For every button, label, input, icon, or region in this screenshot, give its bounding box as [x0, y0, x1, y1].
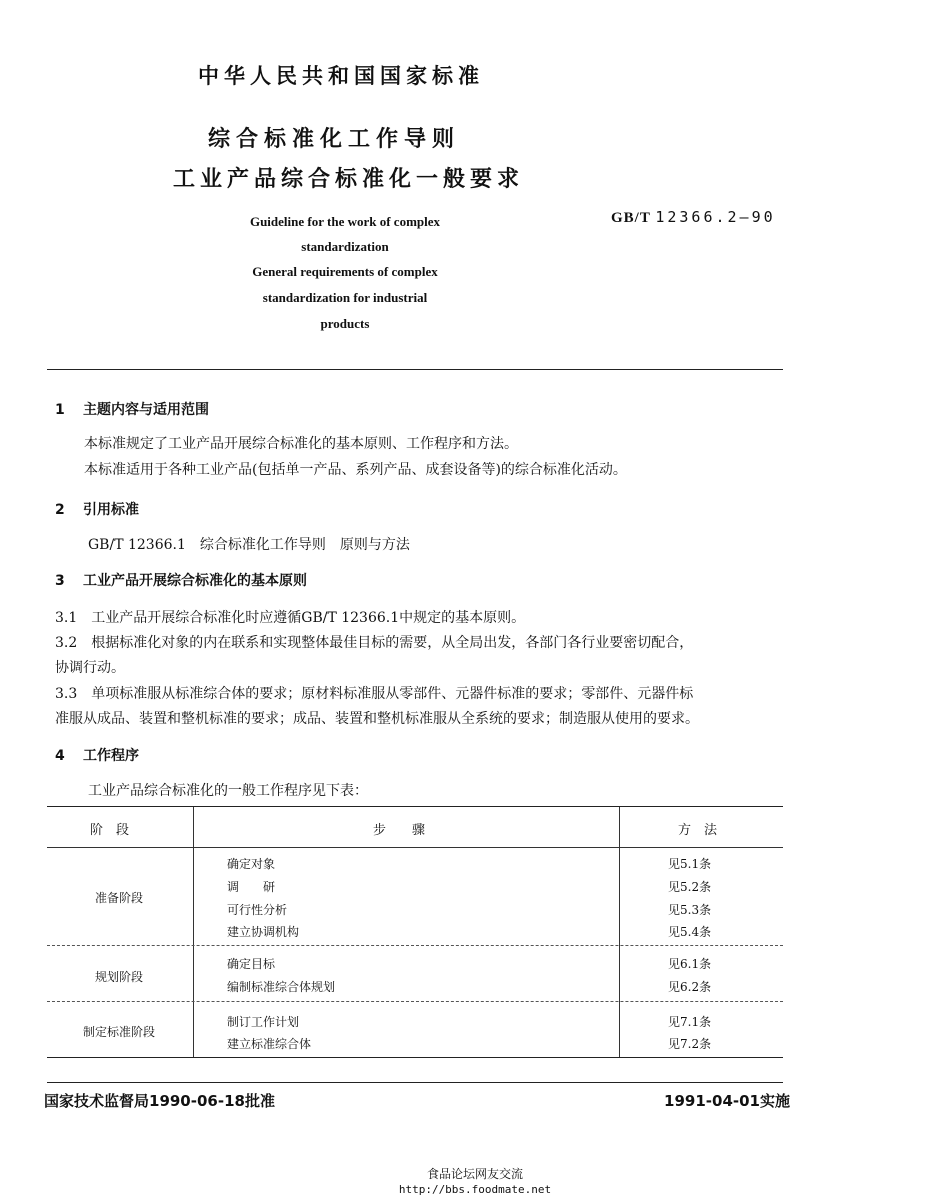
english-title-line: standardization	[301, 239, 389, 254]
document-title-line1: 综合标准化工作导则	[208, 127, 461, 152]
table-step-cell: 可行性分析	[227, 903, 288, 917]
section-title: 引用标准	[83, 502, 139, 518]
standard-number: 12366.2—90	[655, 208, 776, 226]
section-2-heading	[55, 499, 139, 519]
approval-date: 国家技术监督局1990-06-18批准	[44, 1092, 275, 1110]
section-4-heading	[55, 745, 139, 765]
effective-date: 1991-04-01实施	[664, 1092, 790, 1110]
table-header-steps: 步 骤	[373, 823, 426, 838]
referenced-standard: GB/T 12366.1 综合标准化工作导则 原则与方法	[88, 537, 410, 553]
english-title-line: Guideline for the work of complex	[249, 214, 441, 229]
clause-3-2-continuation: 协调行动。	[55, 660, 125, 676]
section-title: 工业产品开展综合标准化的基本原则	[83, 573, 307, 589]
table-step-cell: 建立标准综合体	[227, 1037, 312, 1051]
table-stage-cell: 制定标准阶段	[83, 1025, 156, 1039]
clause-3-2: 3.2 根据标准化对象的内在联系和实现整体最佳目标的需要，从全局出发，各部门各行业要密切配合，	[55, 635, 694, 651]
section-title: 主题内容与适用范围	[83, 402, 209, 418]
english-title-line: products	[320, 316, 370, 331]
table-method-cell: 见7.2条	[668, 1037, 712, 1051]
table-step-cell: 确定目标	[227, 957, 276, 971]
table-step-cell: 调 研	[227, 880, 276, 894]
paragraph: 本标准规定了工业产品开展综合标准化的基本原则、工作程序和方法。	[84, 436, 518, 452]
watermark-text: 食品论坛网友交流	[426, 1167, 523, 1181]
standard-code	[611, 208, 776, 227]
procedure-table	[47, 806, 783, 1058]
table-step-cell: 编制标准综合体规划	[227, 980, 336, 994]
english-title-line: General requirements of complex	[252, 264, 438, 279]
table-method-cell: 见6.2条	[668, 980, 712, 994]
section-number: 1	[55, 402, 65, 418]
section-1-heading	[55, 399, 209, 419]
header-divider	[47, 369, 783, 370]
table-stage-cell: 规划阶段	[95, 970, 144, 984]
table-method-cell: 见5.3条	[668, 903, 712, 917]
table-step-cell: 制订工作计划	[227, 1015, 300, 1029]
footer-divider	[47, 1082, 783, 1083]
table-method-cell: 见5.4条	[668, 925, 712, 939]
table-method-cell: 见5.1条	[668, 857, 712, 871]
table-header-stage: 阶 段	[90, 823, 130, 838]
table-header-divider	[47, 847, 783, 848]
section-3-heading	[55, 570, 307, 590]
clause-3-1: 3.1 工业产品开展综合标准化时应遵循GB/T 12366.1中规定的基本原则。	[55, 610, 526, 626]
table-method-cell: 见6.1条	[668, 957, 712, 971]
section-title: 工作程序	[83, 748, 139, 764]
paragraph: 本标准适用于各种工业产品(包括单一产品、系列产品、成套设备等)的综合标准化活动。	[84, 462, 627, 478]
table-method-cell: 见5.2条	[668, 880, 712, 894]
section-number: 4	[55, 748, 65, 764]
standard-prefix: GB/T	[611, 210, 651, 226]
english-title-line: standardization for industrial	[262, 290, 428, 305]
table-row-divider	[47, 945, 783, 946]
table-column-divider	[193, 807, 194, 1057]
table-step-cell: 建立协调机构	[227, 925, 300, 939]
table-header-method: 方 法	[678, 823, 718, 838]
table-column-divider	[619, 807, 620, 1057]
table-stage-cell: 准备阶段	[95, 891, 144, 905]
table-row-divider	[47, 1001, 783, 1002]
section-number: 3	[55, 573, 65, 589]
table-method-cell: 见7.1条	[668, 1015, 712, 1029]
issuing-organization: 中华人民共和国国家标准	[198, 64, 484, 88]
table-step-cell: 确定对象	[227, 857, 276, 871]
document-title-line2: 工业产品综合标准化一般要求	[173, 167, 525, 192]
clause-3-3-continuation: 准服从成品、装置和整机标准的要求；成品、装置和整机标准服从全系统的要求；制造服从使用的要求。	[55, 711, 699, 727]
clause-3-3: 3.3 单项标准服从标准综合体的要求；原材料标准服从零部件、元器件标准的要求；零部件、元器件标	[55, 686, 694, 702]
section-number: 2	[55, 502, 65, 518]
table-intro: 工业产品综合标准化的一般工作程序见下表：	[88, 783, 368, 799]
watermark-url: http://bbs.foodmate.net	[398, 1183, 552, 1196]
